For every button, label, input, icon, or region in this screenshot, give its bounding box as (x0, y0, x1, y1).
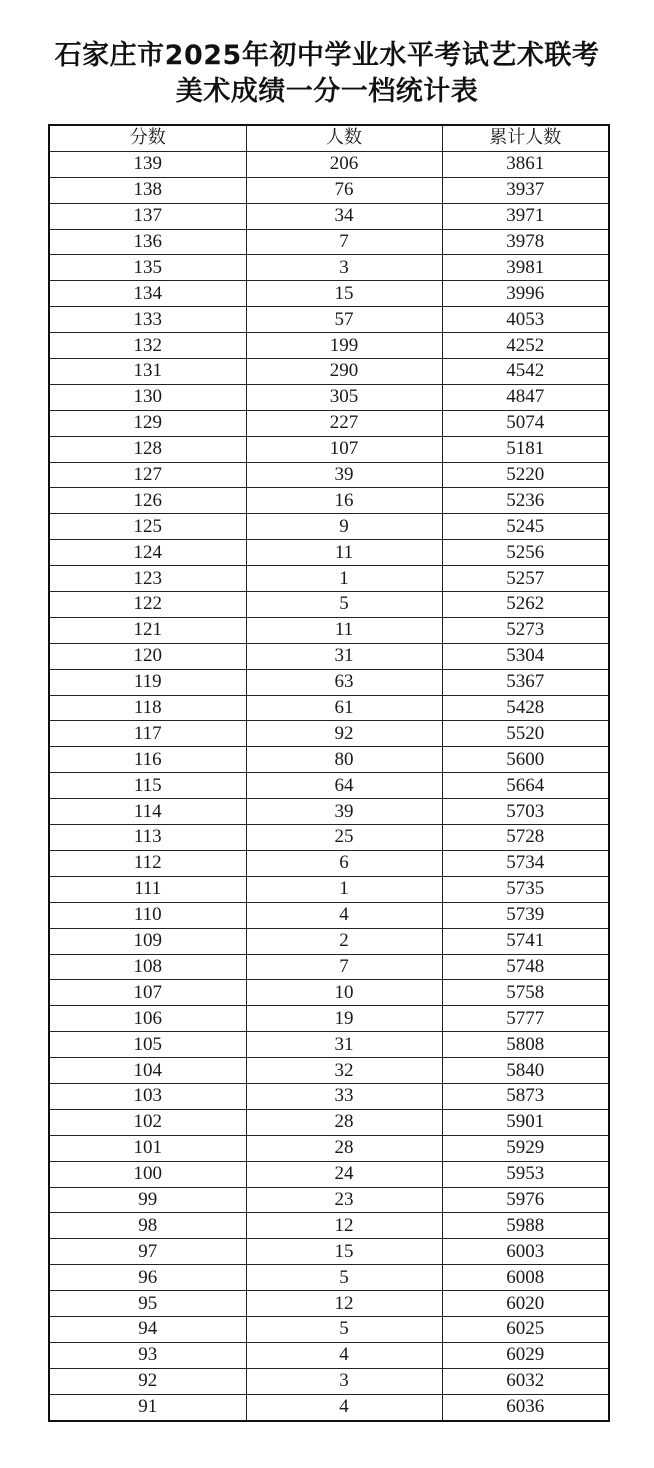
table-row (49, 876, 609, 902)
table-row (49, 462, 609, 488)
cell-count: 5 (246, 592, 442, 618)
cell-count: 11 (246, 617, 442, 643)
cell-count: 23 (246, 1187, 442, 1213)
table-row (49, 203, 609, 229)
cell-cumulative: 6003 (442, 1239, 609, 1265)
cell-count: 15 (246, 281, 442, 307)
cell-score: 137 (49, 203, 246, 229)
cell-cumulative: 5739 (442, 902, 609, 928)
cell-score: 124 (49, 540, 246, 566)
cell-cumulative: 5181 (442, 436, 609, 462)
table-row (49, 773, 609, 799)
table-row (49, 747, 609, 773)
cell-cumulative: 4542 (442, 359, 609, 385)
cell-score: 103 (49, 1083, 246, 1109)
cell-score: 125 (49, 514, 246, 540)
table-row (49, 436, 609, 462)
cell-cumulative: 4053 (442, 307, 609, 333)
cell-count: 6 (246, 850, 442, 876)
table-row (49, 1109, 609, 1135)
cell-cumulative: 5840 (442, 1058, 609, 1084)
table-row (49, 643, 609, 669)
cell-count: 12 (246, 1291, 442, 1317)
cell-score: 106 (49, 1006, 246, 1032)
header-count: 人数 (246, 125, 442, 151)
cell-score: 136 (49, 229, 246, 255)
table-row (49, 1394, 609, 1420)
cell-cumulative: 5734 (442, 850, 609, 876)
table-row (49, 902, 609, 928)
cell-count: 80 (246, 747, 442, 773)
cell-score: 101 (49, 1135, 246, 1161)
cell-cumulative: 5735 (442, 876, 609, 902)
table-row (49, 954, 609, 980)
table-header (49, 125, 609, 151)
table-row (49, 799, 609, 825)
cell-cumulative: 5664 (442, 773, 609, 799)
table-row (49, 592, 609, 618)
cell-count: 64 (246, 773, 442, 799)
table-row (49, 850, 609, 876)
cell-score: 119 (49, 669, 246, 695)
cell-cumulative: 5777 (442, 1006, 609, 1032)
cell-score: 116 (49, 747, 246, 773)
cell-cumulative: 5520 (442, 721, 609, 747)
table-row (49, 1058, 609, 1084)
table-row (49, 1083, 609, 1109)
cell-score: 115 (49, 773, 246, 799)
cell-count: 19 (246, 1006, 442, 1032)
cell-count: 92 (246, 721, 442, 747)
table-row (49, 359, 609, 385)
cell-score: 100 (49, 1161, 246, 1187)
cell-cumulative: 4252 (442, 333, 609, 359)
cell-cumulative: 4847 (442, 384, 609, 410)
cell-cumulative: 6036 (442, 1394, 609, 1420)
cell-score: 91 (49, 1394, 246, 1420)
cell-count: 1 (246, 876, 442, 902)
cell-cumulative: 6025 (442, 1316, 609, 1342)
cell-count: 199 (246, 333, 442, 359)
cell-cumulative: 5304 (442, 643, 609, 669)
cell-score: 98 (49, 1213, 246, 1239)
cell-count: 4 (246, 902, 442, 928)
cell-score: 110 (49, 902, 246, 928)
cell-score: 117 (49, 721, 246, 747)
cell-score: 138 (49, 177, 246, 203)
table-row (49, 669, 609, 695)
table-row (49, 410, 609, 436)
cell-score: 134 (49, 281, 246, 307)
cell-count: 32 (246, 1058, 442, 1084)
document-title (0, 38, 654, 110)
cell-cumulative: 3981 (442, 255, 609, 281)
cell-cumulative: 5953 (442, 1161, 609, 1187)
cell-score: 133 (49, 307, 246, 333)
table-row (49, 151, 609, 177)
cell-count: 227 (246, 410, 442, 436)
cell-cumulative: 5748 (442, 954, 609, 980)
cell-score: 132 (49, 333, 246, 359)
cell-score: 109 (49, 928, 246, 954)
cell-score: 114 (49, 799, 246, 825)
cell-score: 105 (49, 1032, 246, 1058)
table-row (49, 617, 609, 643)
cell-count: 12 (246, 1213, 442, 1239)
cell-score: 108 (49, 954, 246, 980)
cell-count: 33 (246, 1083, 442, 1109)
cell-count: 24 (246, 1161, 442, 1187)
table-row (49, 1368, 609, 1394)
cell-cumulative: 5245 (442, 514, 609, 540)
cell-cumulative: 5741 (442, 928, 609, 954)
cell-cumulative: 5257 (442, 566, 609, 592)
table-row (49, 540, 609, 566)
cell-score: 97 (49, 1239, 246, 1265)
table-row (49, 1342, 609, 1368)
cell-cumulative: 5262 (442, 592, 609, 618)
cell-count: 7 (246, 954, 442, 980)
cell-score: 120 (49, 643, 246, 669)
cell-score: 126 (49, 488, 246, 514)
cell-count: 290 (246, 359, 442, 385)
cell-count: 28 (246, 1135, 442, 1161)
cell-count: 10 (246, 980, 442, 1006)
cell-cumulative: 3996 (442, 281, 609, 307)
cell-score: 123 (49, 566, 246, 592)
table-row (49, 514, 609, 540)
cell-count: 31 (246, 643, 442, 669)
cell-score: 102 (49, 1109, 246, 1135)
table-row (49, 825, 609, 851)
table-row (49, 928, 609, 954)
cell-score: 111 (49, 876, 246, 902)
cell-cumulative: 5988 (442, 1213, 609, 1239)
table-row (49, 1213, 609, 1239)
cell-cumulative: 5703 (442, 799, 609, 825)
cell-cumulative: 6032 (442, 1368, 609, 1394)
table-row (49, 1187, 609, 1213)
cell-count: 25 (246, 825, 442, 851)
cell-count: 61 (246, 695, 442, 721)
table-body (49, 151, 609, 1420)
header-cumulative: 累计人数 (442, 125, 609, 151)
cell-count: 76 (246, 177, 442, 203)
cell-count: 3 (246, 255, 442, 281)
table-row (49, 281, 609, 307)
cell-score: 135 (49, 255, 246, 281)
cell-score: 107 (49, 980, 246, 1006)
cell-cumulative: 3978 (442, 229, 609, 255)
cell-count: 4 (246, 1394, 442, 1420)
cell-cumulative: 5873 (442, 1083, 609, 1109)
table-row (49, 1291, 609, 1317)
table-row (49, 488, 609, 514)
cell-count: 9 (246, 514, 442, 540)
title-line-2: 美术成绩一分一档统计表 (175, 76, 479, 107)
cell-score: 122 (49, 592, 246, 618)
cell-count: 7 (246, 229, 442, 255)
cell-score: 129 (49, 410, 246, 436)
cell-cumulative: 5428 (442, 695, 609, 721)
table-row (49, 1006, 609, 1032)
header-score: 分数 (49, 125, 246, 151)
cell-score: 113 (49, 825, 246, 851)
cell-cumulative: 5074 (442, 410, 609, 436)
cell-cumulative: 5367 (442, 669, 609, 695)
cell-count: 16 (246, 488, 442, 514)
cell-count: 305 (246, 384, 442, 410)
cell-cumulative: 5220 (442, 462, 609, 488)
cell-score: 121 (49, 617, 246, 643)
table-row (49, 333, 609, 359)
cell-score: 95 (49, 1291, 246, 1317)
table-row (49, 566, 609, 592)
cell-count: 107 (246, 436, 442, 462)
cell-count: 11 (246, 540, 442, 566)
cell-cumulative: 5758 (442, 980, 609, 1006)
table-row (49, 255, 609, 281)
title-line-1: 石家庄市2025年初中学业水平考试艺术联考 (54, 40, 600, 71)
cell-cumulative: 6008 (442, 1265, 609, 1291)
cell-score: 93 (49, 1342, 246, 1368)
table-row (49, 1265, 609, 1291)
cell-score: 128 (49, 436, 246, 462)
cell-score: 139 (49, 151, 246, 177)
header-row (49, 125, 609, 151)
cell-count: 5 (246, 1265, 442, 1291)
cell-score: 112 (49, 850, 246, 876)
cell-count: 63 (246, 669, 442, 695)
cell-count: 1 (246, 566, 442, 592)
table-row (49, 1032, 609, 1058)
cell-cumulative: 5273 (442, 617, 609, 643)
cell-cumulative: 5929 (442, 1135, 609, 1161)
table-row (49, 980, 609, 1006)
cell-cumulative: 5901 (442, 1109, 609, 1135)
table-row (49, 1161, 609, 1187)
cell-score: 127 (49, 462, 246, 488)
table-row (49, 1135, 609, 1161)
cell-count: 39 (246, 462, 442, 488)
cell-count: 57 (246, 307, 442, 333)
cell-count: 34 (246, 203, 442, 229)
table-row (49, 307, 609, 333)
cell-count: 3 (246, 1368, 442, 1394)
cell-cumulative: 3861 (442, 151, 609, 177)
score-distribution-table (48, 124, 610, 1422)
cell-cumulative: 3971 (442, 203, 609, 229)
cell-cumulative: 5256 (442, 540, 609, 566)
cell-count: 5 (246, 1316, 442, 1342)
cell-score: 130 (49, 384, 246, 410)
cell-count: 2 (246, 928, 442, 954)
cell-score: 131 (49, 359, 246, 385)
cell-count: 28 (246, 1109, 442, 1135)
cell-count: 31 (246, 1032, 442, 1058)
cell-cumulative: 5976 (442, 1187, 609, 1213)
cell-score: 94 (49, 1316, 246, 1342)
cell-count: 206 (246, 151, 442, 177)
table-row (49, 177, 609, 203)
table-row (49, 721, 609, 747)
cell-cumulative: 5728 (442, 825, 609, 851)
cell-cumulative: 6020 (442, 1291, 609, 1317)
cell-score: 96 (49, 1265, 246, 1291)
table-row (49, 1316, 609, 1342)
table-row (49, 229, 609, 255)
cell-count: 15 (246, 1239, 442, 1265)
cell-cumulative: 6029 (442, 1342, 609, 1368)
table-row (49, 695, 609, 721)
cell-count: 4 (246, 1342, 442, 1368)
cell-cumulative: 5600 (442, 747, 609, 773)
cell-score: 104 (49, 1058, 246, 1084)
cell-score: 118 (49, 695, 246, 721)
cell-score: 99 (49, 1187, 246, 1213)
cell-cumulative: 5808 (442, 1032, 609, 1058)
cell-cumulative: 3937 (442, 177, 609, 203)
cell-score: 92 (49, 1368, 246, 1394)
table-row (49, 384, 609, 410)
cell-cumulative: 5236 (442, 488, 609, 514)
cell-count: 39 (246, 799, 442, 825)
table-row (49, 1239, 609, 1265)
